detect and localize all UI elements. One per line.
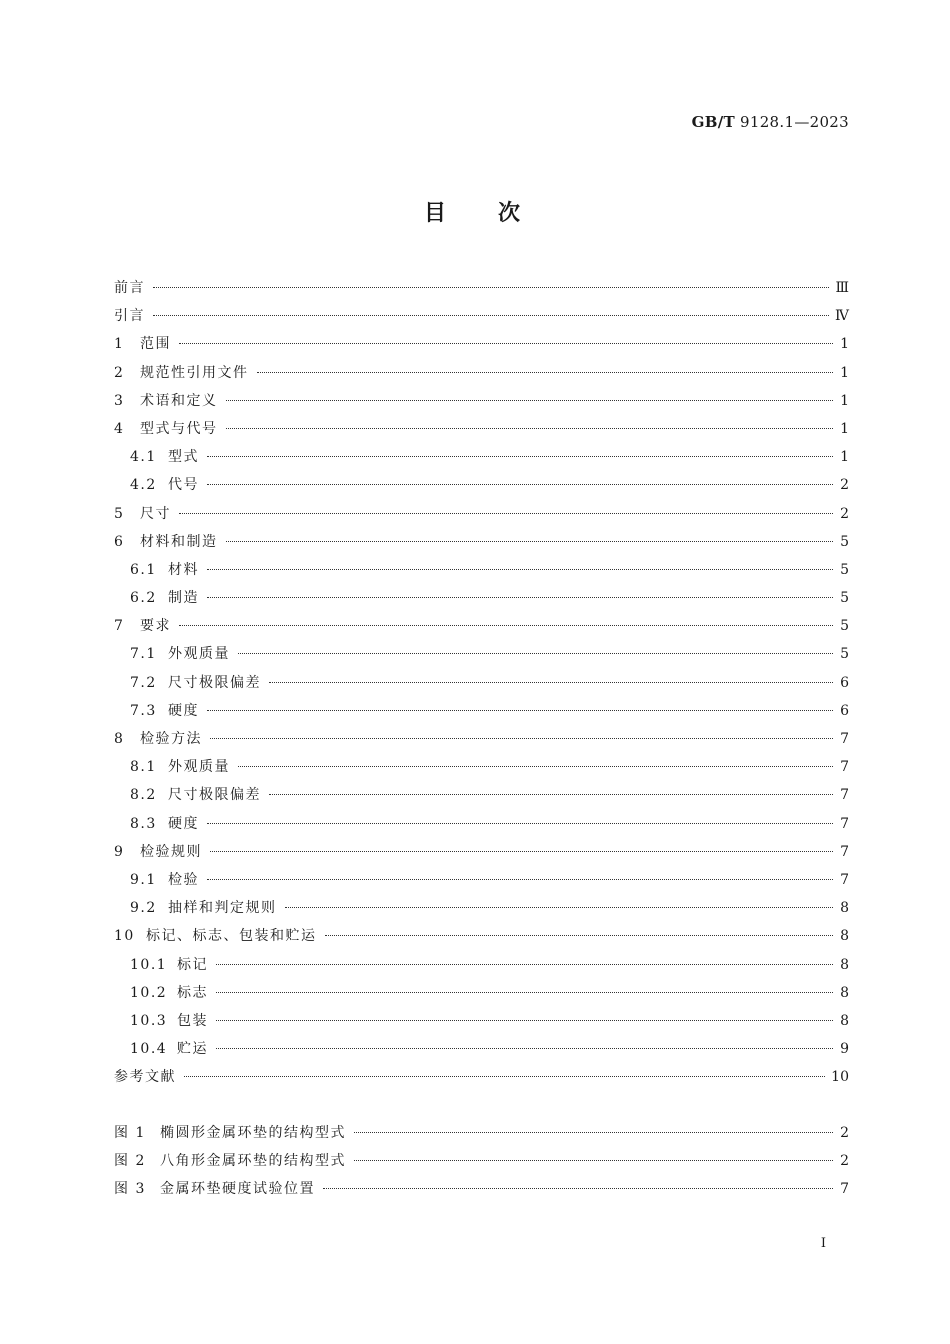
toc-entry[interactable] [114,700,849,728]
dot-leader [207,569,833,570]
standard-number-header [692,113,849,131]
dot-leader [210,851,833,852]
entry-page-number: 5 [840,646,849,663]
entry-page-number: 7 [840,843,849,860]
entry-label: 检验 [168,871,199,888]
entry-number: 10.4 [130,1041,168,1058]
toc-entry[interactable] [114,841,849,869]
entry-page-number: 9 [840,1041,849,1058]
dot-leader [153,315,829,316]
page-title: 目次 [423,201,572,226]
entry-page-number: 7 [840,731,849,747]
entry-label: 尺寸 [140,505,171,522]
entry-page-number: 7 [840,759,849,776]
toc-entry[interactable] [114,925,849,953]
entry-page-number: 5 [840,590,849,607]
toc-entry[interactable] [114,1038,849,1066]
page-folio: I [820,1236,826,1251]
entry-number: 1 [114,336,125,353]
entry-page-number: 7 [840,815,849,832]
entry-label: 范围 [140,336,171,353]
entry-label: 检验规则 [140,843,202,860]
entry-label: 尺寸极限偏差 [168,674,261,691]
toc-entry[interactable] [114,390,849,418]
dot-leader [238,653,833,654]
figure-entry[interactable] [114,1122,849,1150]
dot-leader [216,992,833,993]
entry-page-number: 1 [840,364,849,381]
entry-page-number: 2 [840,477,849,494]
entry-page-number: 2 [840,1153,849,1170]
entry-number: 10.2 [130,984,168,1001]
entry-label: 前言 [114,280,145,296]
dot-leader [207,456,833,457]
entry-label: 标记、标志、包装和贮运 [146,928,317,945]
entry-number: 4.1 [130,449,157,466]
entry-label: 标记 [177,956,208,973]
dot-leader [238,766,833,767]
entry-number: 10 [114,928,135,945]
entry-label: 参考文献 [114,1069,176,1086]
entry-number: 8 [114,731,125,747]
dot-leader [323,1188,833,1189]
entry-number: 2 [114,364,125,381]
dot-leader [269,682,833,683]
dot-leader [354,1160,833,1161]
entry-number: 10.1 [130,956,168,973]
entry-page-number: 1 [840,336,849,353]
toc-entry[interactable] [114,587,849,615]
dot-leader [257,372,834,373]
entry-number: 图 3 [114,1181,146,1198]
entry-label: 贮运 [177,1041,208,1058]
toc-entry[interactable] [114,982,849,1010]
entry-label: 标志 [177,984,208,1001]
toc-entry[interactable] [114,615,849,643]
entry-label: 抽样和判定规则 [168,900,277,917]
table-of-contents [114,277,849,1094]
entry-number: 8.3 [130,815,157,832]
entry-number: 3 [114,392,125,409]
entry-number: 图 2 [114,1153,146,1170]
entry-page-number: 2 [840,505,849,522]
entry-label: 型式 [168,449,199,466]
entry-number: 7.2 [130,674,157,691]
entry-label: 检验方法 [140,731,202,747]
entry-number: 10.3 [130,1012,168,1029]
entry-label: 硬度 [168,815,199,832]
toc-entry[interactable] [114,1010,849,1038]
entry-label: 金属环垫硬度试验位置 [160,1181,315,1198]
toc-entry[interactable] [114,531,849,559]
toc-entry[interactable] [114,643,849,671]
entry-label: 规范性引用文件 [140,364,249,381]
entry-page-number: 7 [840,871,849,888]
entry-label: 引言 [114,308,145,325]
dot-leader [207,879,833,880]
entry-page-number: 1 [840,392,849,409]
dot-leader [207,597,833,598]
entry-page-number: 5 [840,618,849,635]
entry-page-number: 5 [840,533,849,550]
entry-number: 4 [114,420,125,437]
dot-leader [354,1132,833,1133]
entry-number: 7 [114,618,125,635]
dot-leader [153,287,829,288]
dot-leader [216,1048,833,1049]
toc-entry[interactable] [114,784,849,812]
dot-leader [179,513,833,514]
dot-leader [226,541,834,542]
toc-entry[interactable] [114,672,849,700]
entry-label: 外观质量 [168,646,230,663]
entry-number: 9.2 [130,900,157,917]
entry-page-number: 6 [840,674,849,691]
dot-leader [226,400,834,401]
entry-page-number: 2 [840,1125,849,1141]
toc-entry[interactable] [114,813,849,841]
toc-entry[interactable] [114,503,849,531]
entry-label: 型式与代号 [140,420,218,437]
dot-leader [184,1076,825,1077]
toc-entry[interactable] [114,333,849,361]
toc-entry[interactable] [114,869,849,897]
entry-label: 椭圆形金属环垫的结构型式 [160,1125,346,1141]
entry-number: 9 [114,843,125,860]
entry-page-number: 1 [840,449,849,466]
entry-number: 7.1 [130,646,157,663]
entry-label: 制造 [168,590,199,607]
dot-leader [207,484,833,485]
entry-page-number: Ⅳ [835,308,849,325]
list-of-figures [114,1122,849,1207]
entry-page-number: 7 [840,1181,849,1198]
entry-page-number: 8 [840,900,849,917]
dot-leader [216,1020,833,1021]
toc-entry[interactable] [114,305,849,333]
entry-number: 4.2 [130,477,157,494]
dot-leader [207,823,833,824]
entry-label: 八角形金属环垫的结构型式 [160,1153,346,1170]
dot-leader [179,343,833,344]
entry-number: 9.1 [130,871,157,888]
figure-entry[interactable] [114,1150,849,1178]
dot-leader [216,964,833,965]
toc-entry[interactable] [114,474,849,502]
entry-number: 8.2 [130,787,157,804]
entry-page-number: Ⅲ [835,280,849,296]
entry-label: 包装 [177,1012,208,1029]
entry-number: 5 [114,505,125,522]
dot-leader [325,935,834,936]
toc-entry[interactable] [114,362,849,390]
dot-leader [210,738,833,739]
standard-prefix: GB/T [691,113,735,131]
entry-page-number: 8 [840,984,849,1001]
entry-label: 材料 [168,561,199,578]
toc-entry[interactable] [114,728,849,756]
entry-page-number: 10 [831,1069,849,1086]
entry-label: 术语和定义 [140,392,218,409]
toc-entry[interactable] [114,418,849,446]
entry-page-number: 8 [840,928,849,945]
entry-page-number: 7 [840,787,849,804]
entry-number: 图 1 [114,1125,146,1141]
entry-label: 代号 [168,477,199,494]
toc-entry[interactable] [114,954,849,982]
figure-entry[interactable] [114,1178,849,1206]
entry-page-number: 8 [840,956,849,973]
entry-page-number: 6 [840,702,849,719]
entry-number: 6 [114,533,125,550]
entry-label: 硬度 [168,702,199,719]
entry-label: 外观质量 [168,759,230,776]
dot-leader [179,625,833,626]
toc-entry[interactable] [114,756,849,784]
entry-label: 尺寸极限偏差 [168,787,261,804]
entry-number: 7.3 [130,702,157,719]
toc-entry[interactable] [114,1066,849,1094]
entry-number: 6.1 [130,561,157,578]
entry-number: 8.1 [130,759,157,776]
entry-page-number: 8 [840,1012,849,1029]
entry-label: 材料和制造 [140,533,218,550]
toc-entry[interactable] [114,559,849,587]
standard-number: 9128.1—2023 [740,113,849,131]
entry-page-number: 5 [840,561,849,578]
dot-leader [226,428,834,429]
dot-leader [285,907,834,908]
toc-entry[interactable] [114,277,849,305]
toc-entry[interactable] [114,446,849,474]
dot-leader [269,794,833,795]
entry-page-number: 1 [840,420,849,437]
dot-leader [207,710,833,711]
entry-label: 要求 [140,618,171,635]
toc-entry[interactable] [114,897,849,925]
entry-number: 6.2 [130,590,157,607]
